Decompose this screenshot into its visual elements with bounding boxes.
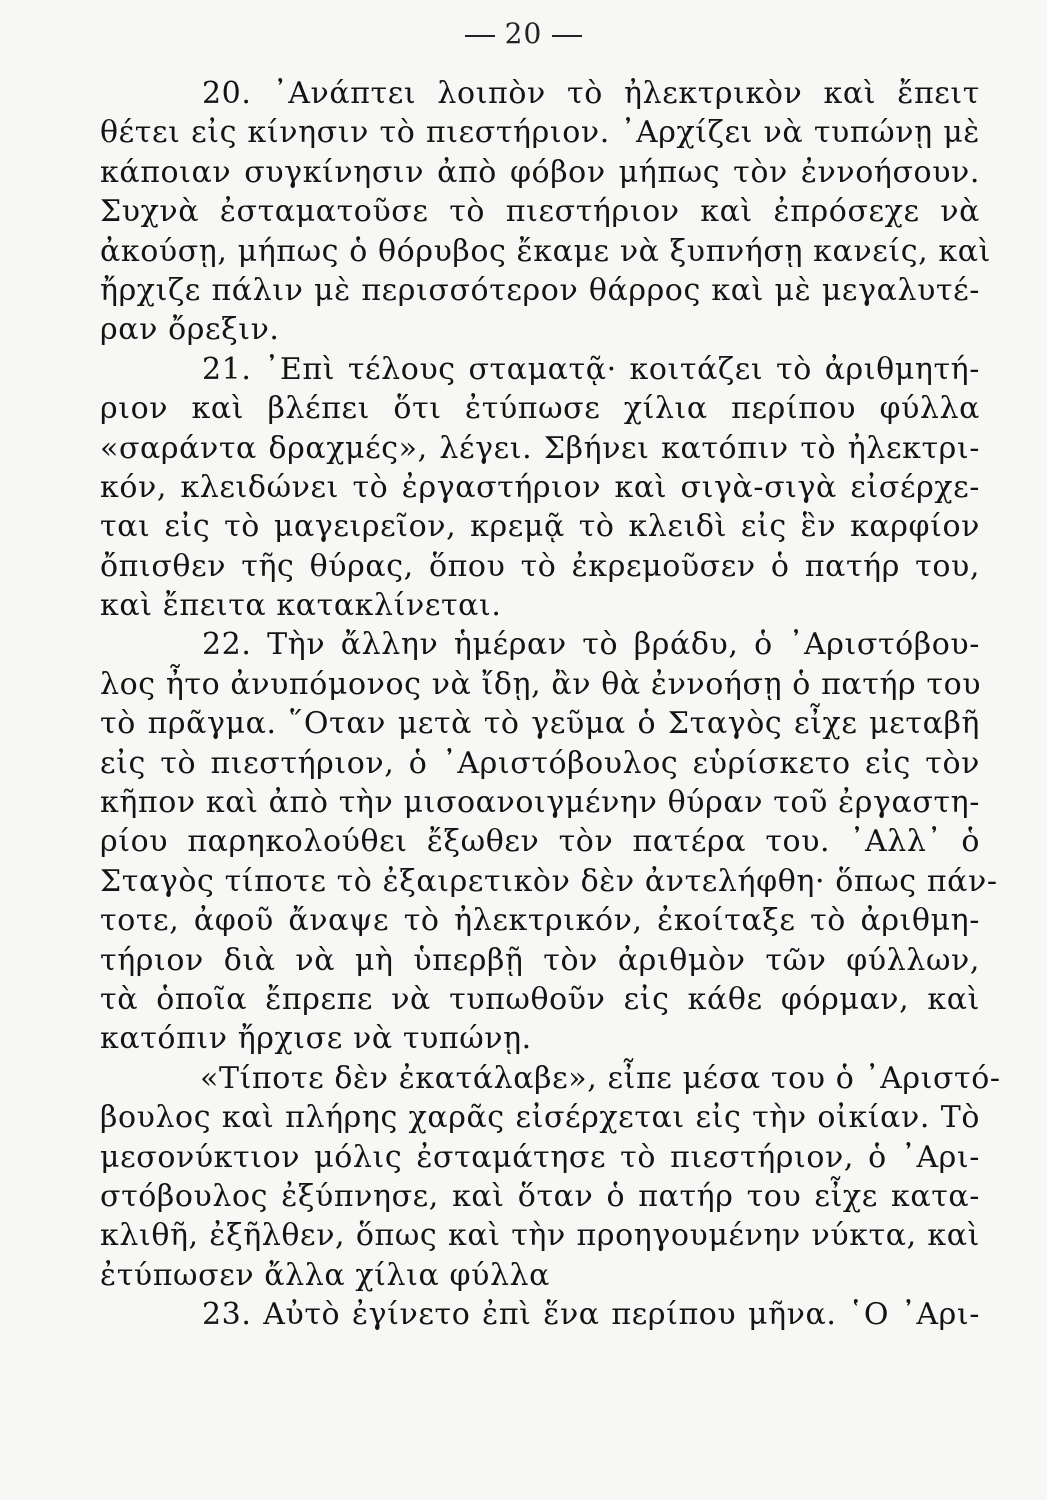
quote-paragraph-line-4: στόβουλος ἐξύπνησε, καὶ ὅταν ὁ πατήρ του εἶχε κατα-: [100, 1178, 980, 1214]
paragraph-20-line-6: ἤρχιζε πάλιν μὲ περισσότερον θάρρος καὶ μὲ μεγαλυτέ-: [100, 272, 980, 308]
paragraph-20-line-7: ραν ὄρεξιν.: [100, 312, 280, 348]
paragraph-20-line-5: ἀκούσῃ, μήπως ὁ θόρυβος ἔκαμε νὰ ξυπνήσῃ κανείς, καὶ: [100, 233, 991, 269]
paragraph-21-line-6: ὄπισθεν τῆς θύρας, ὅπου τὸ ἐκρεμοῦσεν ὁ πατήρ του,: [100, 548, 980, 584]
quote-paragraph-line-5: κλιθῆ, ἐξῆλθεν, ὅπως καὶ τὴν προηγουμένην νύκτα, καὶ: [100, 1218, 980, 1254]
paragraph-22-line-2: λος ἦτο ἀνυπόμονος νὰ ἴδῃ, ἂν θὰ ἐννοήσῃ ὁ πατήρ του: [100, 666, 982, 702]
page-number-dash-left: [465, 35, 495, 37]
quote-paragraph-line-1: «Τίποτε δὲν ἐκατάλαβε», εἶπε μέσα του ὁ ᾽Αριστό-: [200, 1060, 1001, 1096]
paragraph-22-line-5: κῆπον καὶ ἀπὸ τὴν μισοανοιγμένην θύραν τοῦ ἐργαστη-: [100, 785, 980, 821]
paragraph-21-line-4: κόν, κλειδώνει τὸ ἐργαστήριον καὶ σιγὰ-σιγὰ εἰσέρχε-: [100, 469, 980, 505]
paragraph-21-line-2: ριον καὶ βλέπει ὅτι ἐτύπωσε χίλια περίπου φύλλα: [100, 391, 980, 427]
paragraph-22-line-6: ρίου παρηκολούθει ἔξωθεν τὸν πατέρα του. ᾽Αλλ᾽ ὁ: [100, 824, 980, 860]
paragraph-22-line-10: τὰ ὁποῖα ἔπρεπε νὰ τυπωθοῦν εἰς κάθε φόρμαν, καὶ: [100, 981, 980, 1017]
quote-paragraph-line-6: ἐτύπωσεν ἄλλα χίλια φύλλα: [100, 1257, 551, 1293]
paragraph-20-line-3: κάποιαν συγκίνησιν ἀπὸ φόβον μήπως τὸν ἐννοήσουν.: [100, 154, 980, 190]
paragraph-22-line-3: τὸ πρᾶγμα. ῞Οταν μετὰ τὸ γεῦμα ὁ Σταγὸς εἶχε μεταβῆ: [100, 706, 980, 742]
paragraph-20-line-1: 20. ᾽Ανάπτει λοιπὸν τὸ ἠλεκτρικὸν καὶ ἔπειτ: [202, 76, 980, 111]
paragraph-22-line-8: τοτε, ἀφοῦ ἄναψε τὸ ἠλεκτρικόν, ἐκοίταξε τὸ ἀριθμη-: [100, 903, 980, 939]
paragraph-21-line-5: ται εἰς τὸ μαγειρεῖον, κρεμᾷ τὸ κλειδὶ εἰς ἓν καρφίον: [100, 509, 980, 545]
quote-paragraph-line-3: μεσονύκτιον μόλις ἐσταμάτησε τὸ πιεστήριον, ὁ ᾽Αρι-: [100, 1139, 980, 1175]
body-text: [100, 74, 1001, 1335]
paragraph-20-line-4: Συχνὰ ἐσταματοῦσε τὸ πιεστήριον καὶ ἐπρόσεχε νὰ: [100, 194, 980, 230]
paragraph-21-line-7: καὶ ἔπειτα κατακλίνεται.: [100, 588, 502, 624]
page-number-dash-right: [552, 35, 582, 37]
quote-paragraph-line-2: βουλος καὶ πλήρης χαρᾶς εἰσέρχεται εἰς τὴν οἰκίαν. Τὸ: [100, 1100, 980, 1136]
page-number-value: 20: [504, 17, 543, 50]
paragraph-22-line-1: 22. Τὴν ἄλλην ἡμέραν τὸ βράδυ, ὁ ᾽Αριστόβου-: [202, 627, 980, 663]
paragraph-21-line-1: 21. ᾽Επὶ τέλους σταματᾷ· κοιτάζει τὸ ἀριθμητή-: [202, 351, 980, 387]
page-number: [0, 14, 1047, 54]
paragraph-21-line-3: «σαράντα δραχμές», λέγει. Σβήνει κατόπιν τὸ ἠλεκτρι-: [100, 430, 980, 466]
paragraph-20-line-2: θέτει εἰς κίνησιν τὸ πιεστήριον. ᾽Αρχίζει νὰ τυπώνῃ μὲ: [100, 115, 980, 151]
paragraph-22-line-4: εἰς τὸ πιεστήριον, ὁ ᾽Αριστόβουλος εὑρίσκετο εἰς τὸν: [100, 745, 980, 781]
paragraph-23-line-1: 23. Αὐτὸ ἐγίνετο ἐπὶ ἕνα περίπου μῆνα. ῾Ο ᾽Αρι-: [202, 1297, 980, 1333]
paragraph-22-line-11: κατόπιν ἤρχισε νὰ τυπώνῃ.: [100, 1021, 532, 1057]
paragraph-22-line-9: τήριον διὰ νὰ μὴ ὑπερβῇ τὸν ἀριθμὸν τῶν φύλλων,: [100, 942, 980, 978]
paragraph-22-line-7: Σταγὸς τίποτε τὸ ἐξαιρετικὸν δὲν ἀντελήφθη· ὅπως πάν-: [100, 863, 998, 899]
